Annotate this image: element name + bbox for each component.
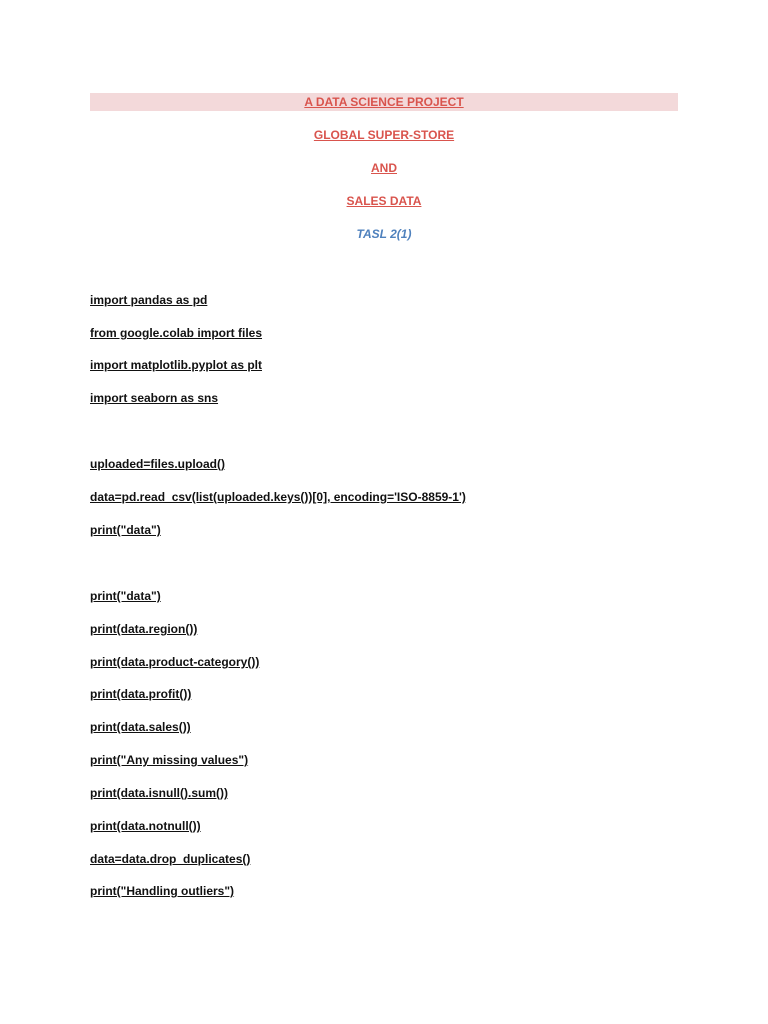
code-line: print(data.notnull()) (90, 819, 201, 833)
code-line: print("Any missing values") (90, 753, 249, 767)
code-line: print(data.product-category()) (90, 655, 260, 669)
task-label: TASL 2(1) (356, 227, 412, 241)
code-line: print("data") (90, 589, 161, 603)
code-line: uploaded=files.upload() (90, 457, 226, 471)
subtitle-and: AND (371, 161, 397, 175)
code-line: import pandas as pd (90, 293, 208, 307)
document-title: A DATA SCIENCE PROJECT (304, 95, 464, 109)
code-line: print("data") (90, 523, 161, 537)
code-line: print(data.profit()) (90, 687, 192, 701)
code-line: import seaborn as sns (90, 391, 219, 405)
code-line: print(data.isnull().sum()) (90, 786, 228, 800)
code-line: from google.colab import files (90, 326, 263, 340)
code-line: data=data.drop_duplicates() (90, 852, 251, 866)
code-line: data=pd.read_csv(list(uploaded.keys())[0], encoding='ISO-8859-1') (90, 490, 466, 504)
subtitle-global-superstore: GLOBAL SUPER-STORE (313, 128, 455, 142)
code-line: import matplotlib.pyplot as plt (90, 358, 262, 372)
code-line: print(data.sales()) (90, 720, 191, 734)
code-line: print("Handling outliers") (90, 884, 235, 898)
subtitle-sales-data: SALES DATA (346, 194, 422, 208)
code-line: print(data.region()) (90, 622, 198, 636)
